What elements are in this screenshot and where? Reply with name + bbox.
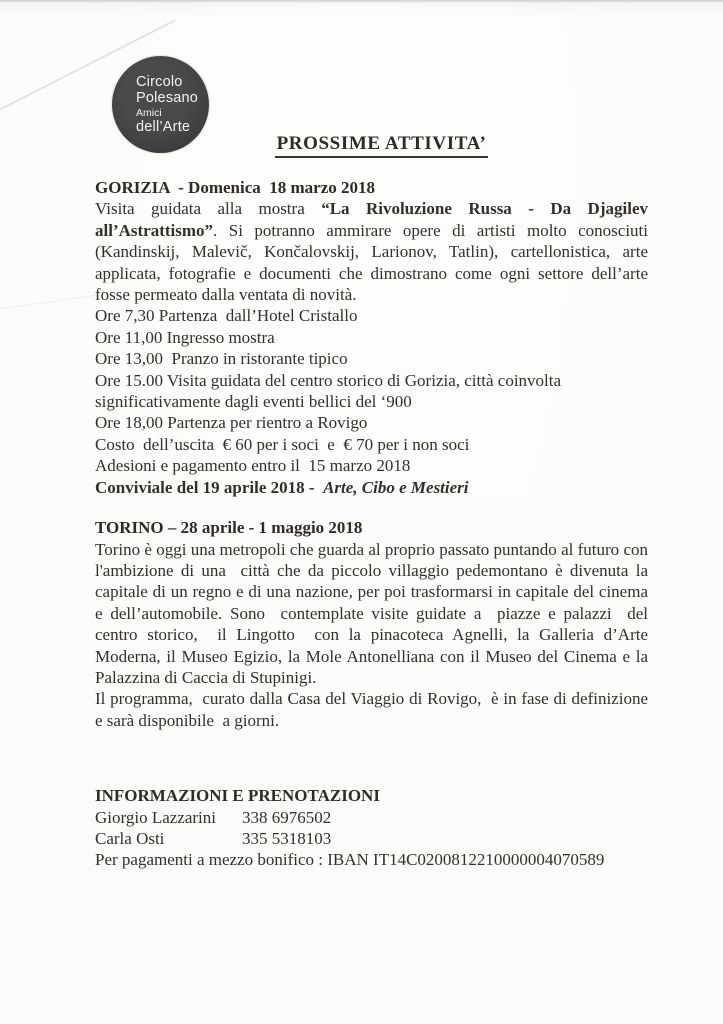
conviviale-date: Conviviale del 19 aprile 2018 - [95, 477, 324, 497]
conviviale-theme: Arte, Cibo e Mestieri [323, 477, 469, 497]
info-section-heading: INFORMAZIONI E PRENOTAZIONI [95, 786, 380, 806]
gorizia-intro-post: . Si potranno ammirare opere di artisti molto conosciuti (Kandinskij, Malevič, Končalovskij, Larionov, Tatlin), cartellonistica, arte applicata, fotografie e documenti che dimostrano come ogni settore dell’arte fosse permeato dalla ventata di novità. [95, 220, 653, 305]
schedule-item: Ore 11,00 Ingresso mostra [95, 327, 275, 347]
contact-name: Giorgio Lazzarini [95, 807, 217, 827]
schedule-item: Ore 18,00 Partenza per rientro a Rovigo [95, 413, 368, 433]
logo-line-1: Circolo [136, 73, 183, 90]
document-title-wrap [95, 133, 648, 158]
scan-top-edge [0, 0, 723, 3]
logo-line-4: dell’Arte [136, 118, 191, 135]
contact-phone: 335 5318103 [242, 828, 332, 848]
contact-row [95, 807, 648, 828]
payment-info-line: Per pagamenti a mezzo bonifico : IBAN IT14C0200812210000004070589 [95, 850, 605, 870]
schedule-item: Ore 13,00 Pranzo in ristorante tipico [95, 349, 348, 369]
schedule-item-deadline: Adesioni e pagamento entro il 15 marzo 2018 [95, 456, 411, 476]
gorizia-intro-pre: Visita guidata alla mostra [95, 199, 322, 219]
torino-body-paragraph: Torino è oggi una metropoli che guarda al proprio passato puntando al futuro con l'ambizione di una città che da piccolo villaggio pedemontano è divenuta la capitale di un regno e di una nazione, per poi trasformarsi in capitale del cinema e dell’automobile. Sono contemplate visite guidate a piazze e palazzi del centro storico, il Lingotto con la pinacoteca Agnelli, la Galleria d’Arte Moderna, il Museo Egizio, la Mole Antonelliana con il Museo del Cinema e la Palazzina di Caccia di Stupinigi. [95, 539, 653, 687]
logo-line-2: Polesano [136, 90, 199, 107]
conviviale-line [95, 477, 648, 498]
logo-line-3: Amici [136, 106, 162, 119]
gorizia-intro-paragraph [95, 198, 653, 305]
torino-section-heading: TORINO – 28 aprile - 1 maggio 2018 [95, 518, 363, 538]
torino-note-paragraph: Il programma, curato dalla Casa del Viaggio di Rovigo, è in fase di definizione e sarà disponibile a giorni. [95, 689, 657, 730]
document-body [95, 177, 657, 871]
contact-name: Carla Osti [95, 828, 165, 848]
schedule-item-cost: Costo dell’uscita € 60 per i soci e € 70 per i non soci [95, 434, 470, 454]
contact-phone: 338 6976502 [242, 807, 332, 827]
schedule-item: Ore 7,30 Partenza dall’Hotel Cristallo [95, 306, 358, 326]
gorizia-exhibition-title: “La Rivoluzione Russa - Da Djagilev all’Astrattismo” [95, 199, 653, 240]
contact-row [95, 828, 648, 849]
page-title: PROSSIME ATTIVITA’ [275, 133, 489, 158]
gorizia-section-heading: GORIZIA - Domenica 18 marzo 2018 [95, 178, 376, 197]
schedule-item: Ore 15.00 Visita guidata del centro storico di Gorizia, città coinvolta significativamente dagli eventi bellici del ‘900 [95, 370, 566, 412]
